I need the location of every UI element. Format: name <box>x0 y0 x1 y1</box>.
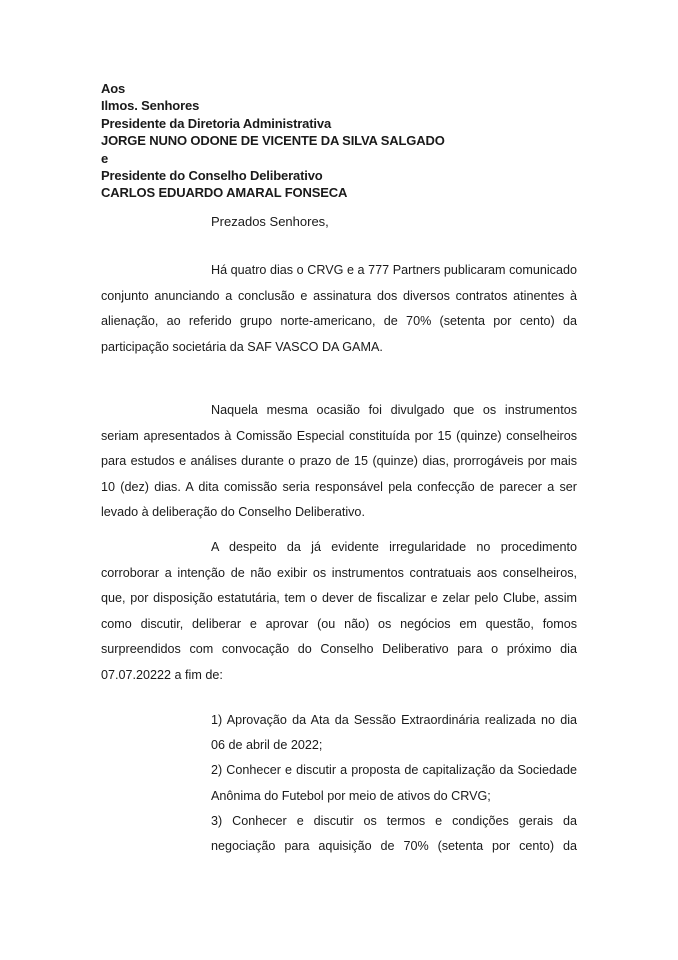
addressee-line: Aos <box>101 81 126 96</box>
body-paragraph: A despeito da já evidente irregularidade no procedimento corroborar a intenção de não exibir os instrumentos contratuais aos conselheiros, que, por disposição estatutária, tem o dever de fiscalizar e zelar pelo Clube, assim como discutir, deliberar e aprovar (ou não) os negócios em questão, fomos surpreendidos com convocação do Conselho Deliberativo para o próximo dia 07.07.20222 a fim de: <box>101 540 577 682</box>
body-paragraph: Naquela mesma ocasião foi divulgado que os instrumentos seriam apresentados à Comissão Especial constituída por 15 (quinze) conselheiros para estudos e análises durante o prazo de 15 (quinze) dias, prorrogáveis por mais 10 (dez) dias. A dita comissão seria responsável pela confecção de parecer a ser levado à deliberação do Conselho Deliberativo. <box>101 403 577 520</box>
agenda-list <box>211 708 577 859</box>
addressee-line: CARLOS EDUARDO AMARAL FONSECA <box>101 185 348 201</box>
addressee-block <box>101 80 445 202</box>
addressee-line: Ilmos. Senhores <box>101 98 200 114</box>
addressee-line: Presidente da Diretoria Administrativa <box>101 115 332 131</box>
salutation: Prezados Senhores, <box>211 214 329 229</box>
agenda-item: 2) Conhecer e discutir a proposta de capitalização da Sociedade Anônima do Futebol por meio de ativos do CRVG; <box>211 763 577 803</box>
addressee-line: JORGE NUNO ODONE DE VICENTE DA SILVA SALGADO <box>101 133 445 149</box>
agenda-item: 3) Conhecer e discutir os termos e condições gerais da negociação para aquisição de 70% (setenta por cento) da <box>211 813 577 854</box>
addressee-line: Presidente do Conselho Deliberativo <box>101 168 323 184</box>
addressee-line: e <box>101 150 109 166</box>
agenda-item: 1) Aprovação da Ata da Sessão Extraordinária realizada no dia 06 de abril de 2022; <box>211 713 577 753</box>
body-paragraph: Há quatro dias o CRVG e a 777 Partners publicaram comunicado conjunto anunciando a conclusão e assinatura dos diversos contratos atinentes à alienação, ao referido grupo norte-americano, de 70% (setenta por cento) da participação societária da SAF VASCO DA GAMA. <box>101 263 577 354</box>
